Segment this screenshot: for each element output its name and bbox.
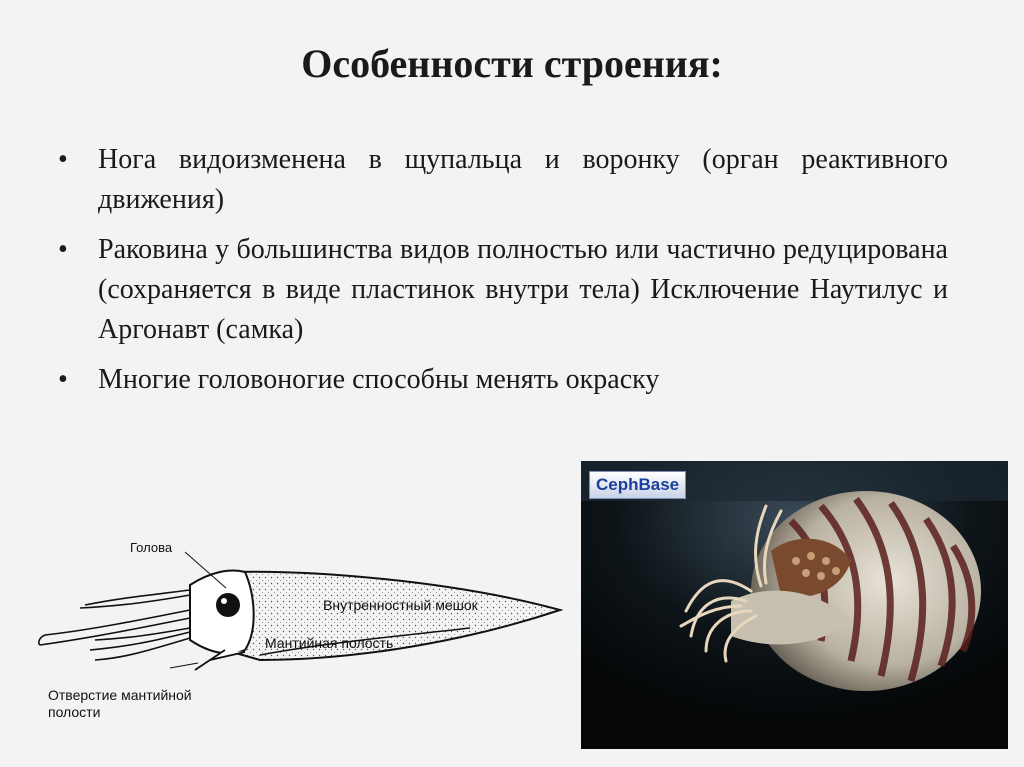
- label-mantle-opening-1: Отверстие мантийной: [48, 687, 192, 703]
- label-mantle-opening-2: полости: [48, 704, 101, 720]
- slide-title: Особенности строения:: [301, 41, 723, 86]
- bullet-marker: •: [58, 364, 68, 395]
- bullet-text: Многие головоногие способны менять окраску: [98, 364, 660, 395]
- squid-eye: [216, 593, 240, 617]
- bullet-item: [58, 360, 948, 400]
- label-visceral-sac: Внутренностный мешок: [323, 597, 478, 613]
- bullet-text: Раковина у большинства видов полностью или частично редуцирована (сохраняется в виде пластинок внутри тела) Исключение Наутилус и Аргонавт (самка): [98, 234, 948, 345]
- cephbase-logo: CephBase: [589, 471, 686, 499]
- bullet-list: [58, 140, 948, 410]
- bullet-text: Нога видоизменена в щупальца и воронку (орган реактивного движения): [98, 144, 948, 215]
- nautilus-illustration: [581, 461, 1008, 749]
- bullet-item: [58, 230, 948, 350]
- label-head: Голова: [130, 540, 173, 555]
- squid-tentacles: [39, 590, 190, 660]
- bullet-marker: •: [58, 234, 68, 265]
- squid-funnel: [195, 650, 245, 670]
- bullet-item: [58, 140, 948, 220]
- label-mantle-cavity: Мантийная полость: [265, 635, 394, 651]
- squid-anatomy-diagram: [30, 510, 570, 740]
- bullet-marker: •: [58, 144, 68, 175]
- nautilus-photo: [581, 461, 1008, 749]
